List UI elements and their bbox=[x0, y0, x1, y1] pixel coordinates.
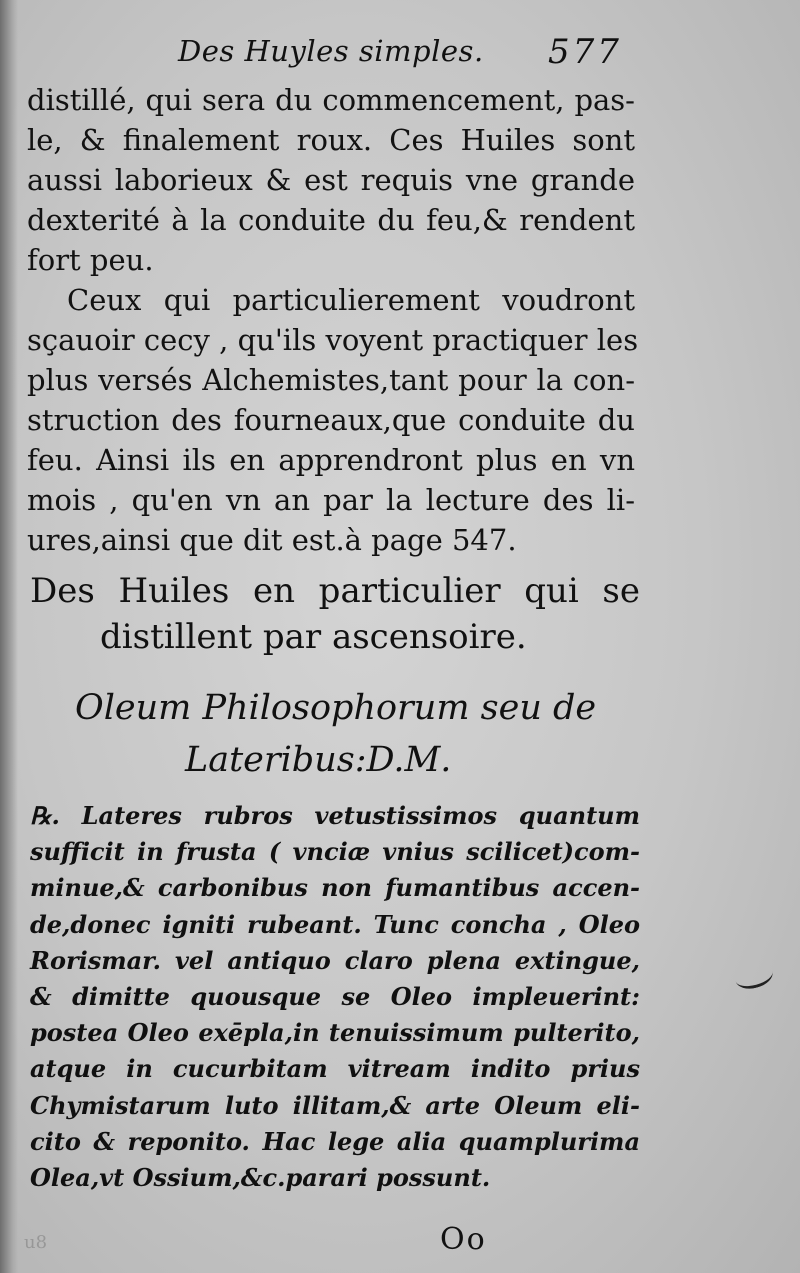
text-line: sçauoir cecy , qu'ils voyent practiquer les bbox=[27, 323, 639, 357]
text-line: ures,ainsi que dit est.à page 547. bbox=[27, 523, 517, 557]
recipe-line: sufficit in frusta ( vnciæ vnius scilicet)com- bbox=[30, 837, 640, 867]
text-line: distillé, qui sera du commencement, pas- bbox=[27, 83, 635, 117]
text-line: plus versés Alchemistes,tant pour la con- bbox=[27, 363, 635, 397]
section-heading-line-1: Des Huiles en particulier qui se bbox=[30, 571, 640, 611]
text-line: Ceux qui particulierement voudront bbox=[67, 283, 635, 317]
recipe-line: & dimitte quousque se Oleo impleuerint: bbox=[30, 981, 640, 1011]
text-line: struction des fourneaux,que conduite du bbox=[27, 403, 635, 437]
signature-mark: Oo bbox=[440, 1222, 487, 1257]
recipe-line: de,donec igniti rubeant. Tunc concha , Oleo bbox=[30, 909, 640, 939]
page-gutter-shadow bbox=[0, 0, 18, 1273]
text-line: feu. Ainsi ils en apprendront plus en vn bbox=[27, 443, 635, 477]
recipe-line: cito & reponito. Hac lege alia quamplurima bbox=[30, 1126, 640, 1156]
recipe-text bbox=[30, 798, 640, 1196]
page-number: 577 bbox=[548, 32, 622, 72]
section-heading bbox=[30, 568, 640, 660]
text-line: dexterité à la conduite du feu,& rendent bbox=[27, 203, 635, 237]
margin-pen-mark-icon bbox=[733, 960, 776, 992]
recipe-line: Olea,vt Ossium,&c.parari possunt. bbox=[30, 1162, 491, 1192]
page-header bbox=[0, 28, 800, 78]
paragraph-1 bbox=[27, 80, 635, 280]
section-heading-line-2: distillent par ascensoire. bbox=[100, 617, 527, 657]
footer-faint-mark: u8 bbox=[24, 1232, 48, 1253]
recipe-line: Rorismar. vel antiquo claro plena extingue, bbox=[30, 945, 640, 975]
recipe-title-line-1: Oleum Philosophorum seu de bbox=[75, 688, 597, 728]
text-line: aussi laborieux & est requis vne grande bbox=[27, 163, 635, 197]
recipe-line: ℞. Lateres rubros vetustissimos quantum bbox=[30, 801, 640, 830]
recipe-line: minue,& carbonibus non fumantibus accen- bbox=[30, 873, 640, 903]
paragraph-2 bbox=[27, 280, 639, 560]
recipe-title-line-2: Lateribus:D.M. bbox=[185, 740, 452, 780]
text-line: le, & finalement roux. Ces Huiles sont bbox=[27, 123, 635, 157]
recipe-line: atque in cucurbitam vitream indito prius bbox=[30, 1054, 640, 1084]
recipe-title bbox=[0, 682, 800, 786]
text-line: mois , qu'en vn an par la lecture des li- bbox=[27, 483, 635, 517]
running-head: Des Huyles simples. bbox=[178, 34, 484, 68]
recipe-line: Chymistarum luto illitam,& arte Oleum eli- bbox=[30, 1090, 640, 1120]
text-line: fort peu. bbox=[27, 243, 154, 277]
recipe-line: postea Oleo exēpla,in tenuissimum pulterito, bbox=[30, 1018, 640, 1048]
